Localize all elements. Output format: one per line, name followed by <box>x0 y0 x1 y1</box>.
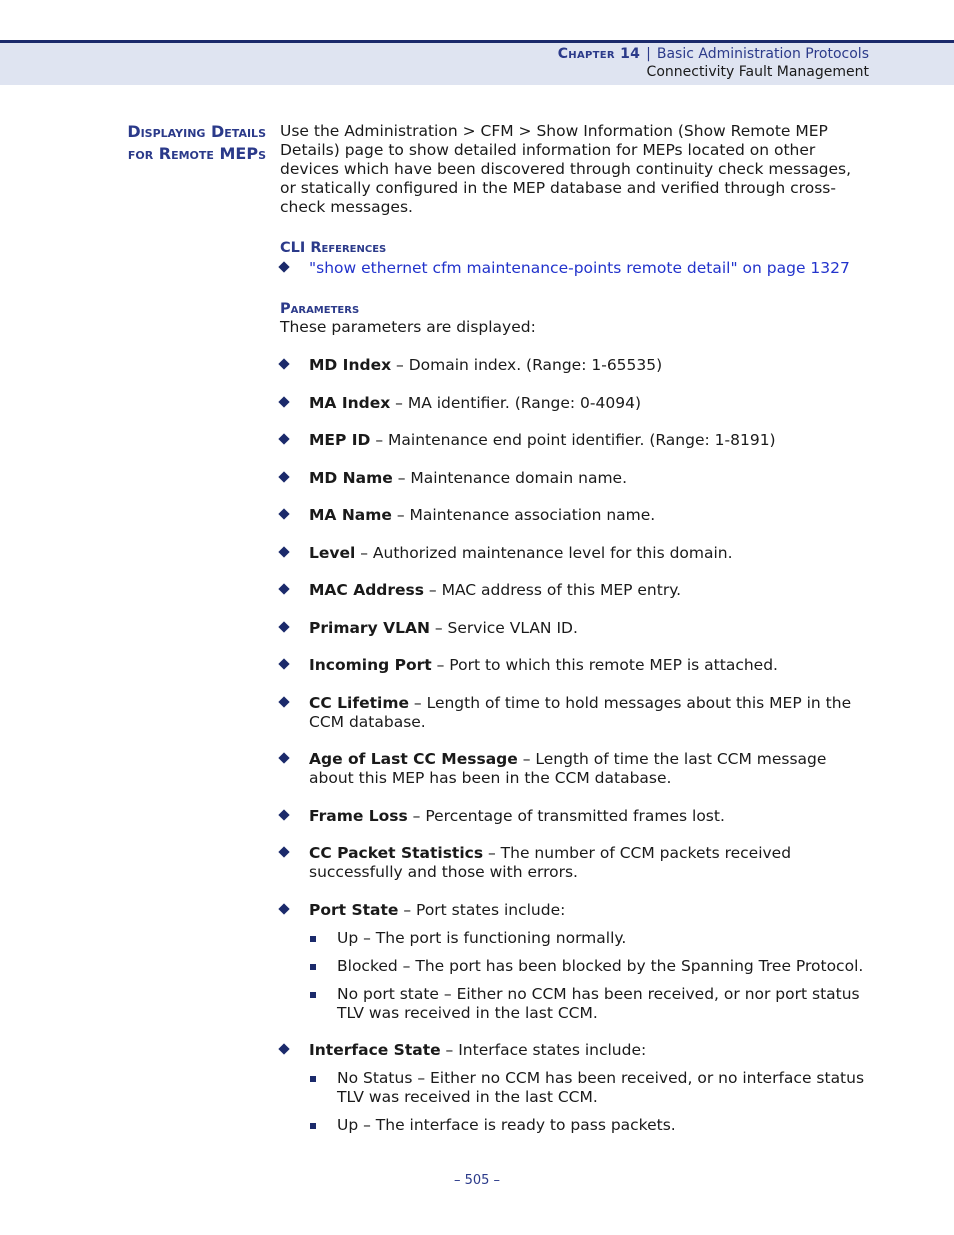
parameter-description: – Percentage of transmitted frames lost. <box>407 806 725 825</box>
parameter-description: – Maintenance end point identifier. (Range: 1-8191) <box>370 431 776 449</box>
parameter-description: – Length of time to hold messages about this MEP in the CCM database. <box>309 693 852 731</box>
parameter-item <box>280 750 870 788</box>
parameter-item <box>280 469 870 488</box>
diamond-bullet-icon <box>278 621 289 632</box>
diamond-bullet-icon <box>278 809 289 820</box>
diamond-bullet-icon <box>278 903 289 914</box>
diamond-bullet-icon <box>278 358 289 369</box>
parameter-term: Port State <box>309 900 399 919</box>
parameter-description: – MAC address of this MEP entry. <box>424 581 682 599</box>
parameter-term: MAC Address <box>309 581 424 599</box>
parameter-item <box>280 619 870 638</box>
sublist-item-text: No Status – Either no CCM has been received, or no interface status TLV was received in the last CCM. <box>337 1069 865 1106</box>
diamond-bullet-icon <box>278 1043 289 1054</box>
running-header-chapter <box>558 46 869 62</box>
diamond-bullet-icon <box>278 846 289 857</box>
parameters-heading: Parameters <box>280 301 360 317</box>
parameter-description: – Service VLAN ID. <box>429 618 578 637</box>
cli-reference-item <box>280 259 870 278</box>
parameter-list <box>280 356 870 1135</box>
parameter-term: Incoming Port <box>309 656 432 674</box>
diamond-bullet-icon <box>278 696 289 707</box>
diamond-bullet-icon <box>278 396 289 407</box>
diamond-bullet-icon <box>278 433 289 444</box>
parameters-intro: These parameters are displayed: <box>280 318 536 336</box>
parameter-description: – Port to which this remote MEP is attached. <box>431 656 778 674</box>
cli-reference-link[interactable]: "show ethernet cfm maintenance-points remote detail" on page 1327 <box>309 259 850 277</box>
parameter-item <box>280 1041 870 1135</box>
parameter-description: – Domain index. (Range: 1-65535) <box>391 356 663 374</box>
parameter-description: – Maintenance association name. <box>391 506 656 524</box>
parameter-item <box>280 356 870 375</box>
parameter-term: Primary VLAN <box>309 618 430 637</box>
parameter-term: CC Packet Statistics <box>309 844 484 862</box>
sublist-item <box>309 985 870 1023</box>
parameter-description: – Port states include: <box>398 900 566 919</box>
section-heading-line1: Displaying Details <box>127 122 266 141</box>
diamond-bullet-icon <box>278 471 289 482</box>
parameter-item <box>280 901 870 1023</box>
parameter-item <box>280 544 870 563</box>
diamond-bullet-icon <box>278 546 289 557</box>
parameter-item <box>280 694 870 732</box>
sublist-item-text: No port state – Either no CCM has been received, or nor port status TLV was received in the last CCM. <box>337 984 860 1022</box>
header-separator: | <box>646 46 651 62</box>
parameter-description: – Authorized maintenance level for this domain. <box>355 543 733 562</box>
parameter-term: MEP ID <box>309 431 371 449</box>
parameter-term: Interface State <box>309 1041 441 1059</box>
parameter-item <box>280 581 870 600</box>
sublist-item-text: Up – The interface is ready to pass packets. <box>337 1116 676 1134</box>
sublist-item-text: Blocked – The port has been blocked by the Spanning Tree Protocol. <box>337 956 864 975</box>
parameter-description: – Interface states include: <box>440 1041 647 1059</box>
sublist-item <box>309 957 870 976</box>
parameter-sublist <box>309 1069 870 1135</box>
parameter-item <box>280 394 870 413</box>
diamond-bullet-icon <box>278 658 289 669</box>
running-header-section: Connectivity Fault Management <box>646 64 869 80</box>
square-bullet-icon <box>310 992 316 998</box>
parameter-term: MA Name <box>309 506 392 524</box>
cli-references-heading: CLI References <box>280 240 387 256</box>
sublist-item <box>309 929 870 948</box>
parameter-term: MA Index <box>309 393 391 412</box>
parameter-term: Frame Loss <box>309 806 408 825</box>
parameter-description: – MA identifier. (Range: 0-4094) <box>390 393 642 412</box>
intro-paragraph: Use the Administration > CFM > Show Information (Show Remote MEP Details) page to show detailed information for MEPs located on other devices which have been discovered through continuity check messages, or statically configured in the MEP database and verified through cross-check messages. <box>280 122 852 216</box>
parameter-description: – The number of CCM packets received successfully and those with errors. <box>309 844 792 881</box>
section-heading-line2: for Remote MEPs <box>127 144 266 163</box>
parameter-item <box>280 656 870 675</box>
square-bullet-icon <box>310 1123 316 1129</box>
square-bullet-icon <box>310 936 316 942</box>
parameter-item <box>280 506 870 525</box>
diamond-bullet-icon <box>278 508 289 519</box>
diamond-bullet-icon <box>278 261 289 272</box>
sublist-item <box>309 1116 870 1135</box>
square-bullet-icon <box>310 964 316 970</box>
parameter-item <box>280 844 870 882</box>
parameter-sublist <box>309 929 870 1023</box>
parameter-term: MD Index <box>309 356 392 374</box>
chapter-label: Chapter 14 <box>557 46 641 62</box>
chapter-title: Basic Administration Protocols <box>656 46 869 62</box>
parameter-description: – Length of time the last CCM message about this MEP has been in the CCM database. <box>309 750 827 787</box>
parameter-item <box>280 807 870 826</box>
parameter-item <box>280 431 870 450</box>
square-bullet-icon <box>310 1076 316 1082</box>
diamond-bullet-icon <box>278 583 289 594</box>
parameter-term: Age of Last CC Message <box>309 750 518 768</box>
sublist-item <box>309 1069 870 1107</box>
section-heading <box>66 121 266 165</box>
parameter-term: Level <box>309 543 356 562</box>
page-number: – 505 – <box>453 1173 501 1188</box>
parameter-term: CC Lifetime <box>309 693 409 712</box>
parameter-term: MD Name <box>309 468 393 487</box>
diamond-bullet-icon <box>278 752 289 763</box>
sublist-item-text: Up – The port is functioning normally. <box>337 928 627 947</box>
parameter-description: – Maintenance domain name. <box>392 468 628 487</box>
main-content <box>280 122 870 1154</box>
